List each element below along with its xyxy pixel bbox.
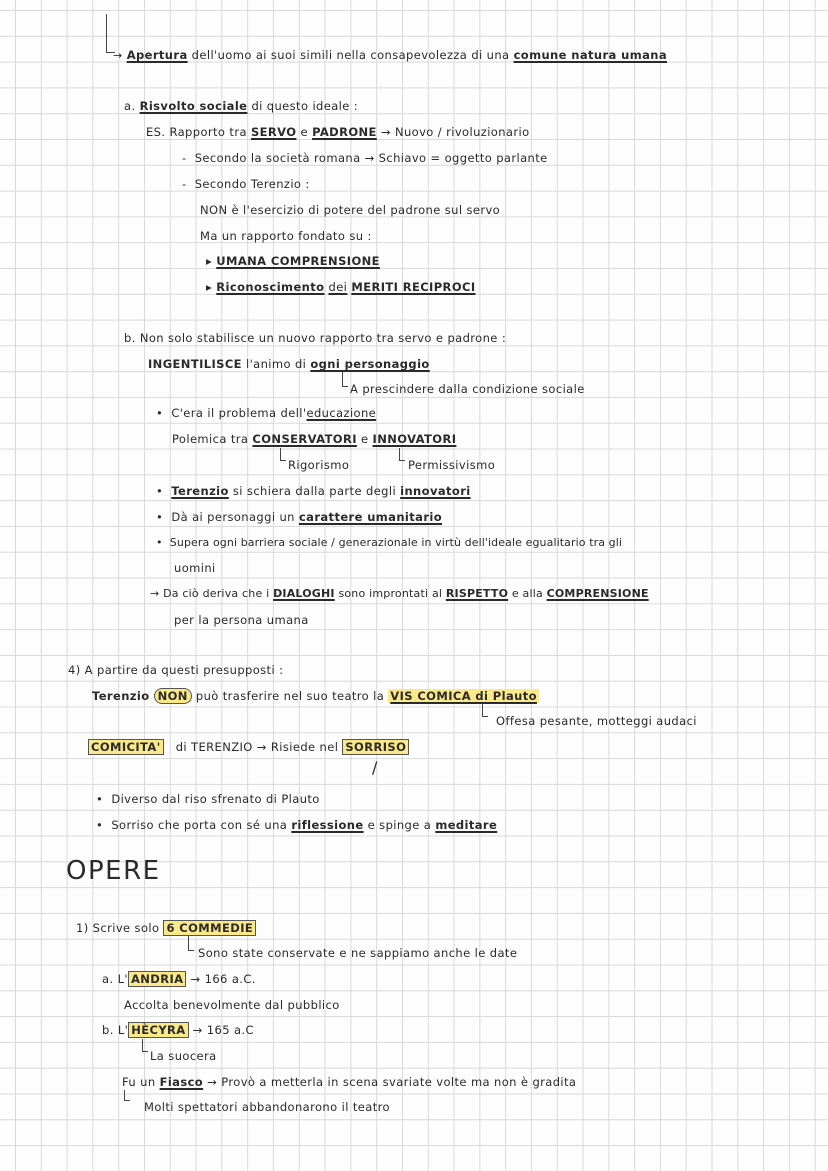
uomini: uomini: [174, 561, 216, 575]
comprensione: COMPRENSIONE: [546, 587, 649, 600]
di-terenzio: di TERENZIO → Risiede nel: [175, 740, 339, 754]
provo-text: → Provò a metterla in scena svariate volte ma non è gradita: [207, 1075, 577, 1089]
andria-date: → 166 a.C.: [190, 972, 256, 986]
hook-connector: [399, 448, 405, 461]
servo-term: SERVO: [250, 125, 297, 139]
la-suocera: La suocera: [150, 1049, 217, 1063]
ogni-personaggio: ogni personaggio: [310, 357, 430, 371]
comicita: COMICITA': [88, 739, 164, 755]
es-prefix: ES. Rapporto tra: [146, 125, 247, 139]
dot-bullet: •: [96, 818, 104, 832]
hook-connector: [124, 1090, 130, 1101]
padrone-term: PADRONE: [312, 125, 377, 139]
da-cio: Da ciò deriva che i: [163, 587, 270, 600]
non-circled: NON: [154, 688, 192, 704]
sei-commedie: 6 COMMEDIE: [163, 920, 256, 936]
sorriso: SORRISO: [342, 739, 409, 755]
section-4-num: 4): [68, 663, 81, 677]
e-alla: e alla: [511, 587, 543, 600]
intro-mid: dell'uomo ai suoi simili nella consapevolezza di una: [191, 48, 510, 62]
supera-line: [156, 535, 622, 551]
apertura-term: Apertura: [126, 48, 188, 62]
carattere-umanitario: carattere umanitario: [298, 510, 443, 524]
comicita-line: [88, 739, 409, 755]
rispetto: RISPETTO: [445, 587, 509, 600]
secondo-terenzio-text: Secondo Terenzio :: [194, 177, 310, 191]
es-line: [146, 124, 530, 140]
conservatori: CONSERVATORI: [252, 432, 357, 446]
dot-bullet: •: [156, 536, 163, 549]
dialoghi-line: [150, 586, 649, 602]
animo-di: l'animo di: [246, 357, 307, 371]
intro-line: → Apertura dell'uomo ai suoi simili nella consapevolezza di una comune natura umana: [113, 48, 667, 62]
hecyra: HÈCYRA: [128, 1022, 188, 1038]
dot-bullet: •: [156, 510, 164, 524]
meriti-reciproci: MERITI RECIPROCI: [351, 280, 476, 294]
educazione-pre: C'era il problema dell': [171, 406, 307, 420]
section-a-heading: [124, 98, 358, 114]
vis-comica-line: [92, 688, 539, 704]
polemica-e: e: [360, 432, 369, 446]
section-b-line1-text: Non solo stabilisce un nuovo rapporto tra servo e padrone :: [139, 331, 507, 345]
ingentilisce: INGENTILISCE: [148, 357, 242, 371]
dei: dei: [328, 280, 348, 294]
andria-line: [102, 971, 256, 987]
polemica-line: [172, 431, 456, 447]
dialoghi: DIALOGHI: [273, 587, 335, 600]
supera-text: Supera ogni barriera sociale / generazionale in virtù dell'ideale egualitario tra gli: [169, 536, 623, 549]
meditare: meditare: [435, 818, 498, 832]
sono-improntati: sono improntati al: [338, 587, 443, 600]
terenzio-name: Terenzio: [171, 484, 229, 498]
opere-num: 1): [76, 921, 89, 935]
section-b-label: b.: [124, 331, 136, 345]
opere-b-label: b.: [102, 1023, 114, 1037]
terenzio: Terenzio: [92, 689, 150, 703]
secondo-romana-text: Secondo la società romana → Schiavo = oggetto parlante: [194, 151, 548, 165]
hook-connector: [482, 704, 488, 717]
umana-comprensione: UMANA COMPRENSIONE: [216, 254, 380, 268]
section-a-label: a.: [124, 99, 136, 113]
es-e: e: [300, 125, 308, 139]
dash-bullet: -: [182, 151, 187, 165]
hecyra-pre: L': [117, 1023, 129, 1037]
permissivismo: Permissivismo: [408, 458, 496, 472]
a-prescindere: A prescindere dalla condizione sociale: [350, 382, 585, 396]
offesa-pesante: Offesa pesante, motteggi audaci: [496, 714, 697, 728]
sorriso-che-porta: Sorriso che porta con sé una: [111, 818, 288, 832]
scrive-solo: Scrive solo: [92, 921, 160, 935]
es-arrow-text: → Nuovo / rivoluzionario: [380, 125, 530, 139]
vis-comica: VIS COMICA di Plauto: [390, 689, 537, 703]
molti-spettatori: Molti spettatori abbandonarono il teatro: [144, 1100, 390, 1114]
terenzio-schiera: [156, 483, 471, 499]
triangle-bullet-icon: ▸: [206, 254, 213, 268]
carattere-line: [156, 509, 442, 525]
ma-rapporto: Ma un rapporto fondato su :: [200, 229, 372, 243]
sorriso-riflessione: [96, 817, 497, 833]
ingentilisce-line: [148, 356, 430, 372]
riconoscimento: Riconoscimento: [216, 280, 325, 294]
secondo-romana: [182, 150, 548, 166]
hook-connector: [142, 1039, 148, 1052]
non-esercizio: NON è l'esercizio di potere del padrone sul servo: [200, 203, 501, 217]
dot-bullet: •: [96, 792, 104, 806]
innovatori: INNOVATORI: [372, 432, 457, 446]
educazione-line: [156, 405, 376, 421]
section-b-line1: [124, 330, 506, 346]
diverso-text: Diverso dal riso sfrenato di Plauto: [111, 792, 320, 806]
scrive-line: [76, 920, 256, 936]
hook-connector: [188, 936, 194, 951]
comune-natura-umana: comune natura umana: [513, 48, 667, 62]
dash-bullet: -: [182, 177, 187, 191]
opere-title: OPERE: [66, 856, 161, 886]
fu-un: Fu un: [122, 1075, 156, 1089]
secondo-terenzio: [182, 176, 310, 192]
e-spinge: e spinge a: [367, 818, 432, 832]
point-meriti: [206, 279, 476, 295]
andria-pre: L': [117, 972, 128, 986]
conservate: Sono state conservate e ne sappiamo anche le date: [198, 946, 518, 960]
dot-bullet: •: [156, 406, 164, 420]
andria: ANDRIA: [128, 971, 187, 987]
hecyra-date: → 165 a.C: [192, 1023, 254, 1037]
accolta: Accolta benevolmente dal pubblico: [124, 998, 340, 1012]
fiasco: Fiasco: [159, 1075, 204, 1089]
triangle-bullet-icon: ▸: [206, 280, 213, 294]
puo-trasferire: può trasferire nel suo teatro la: [195, 689, 385, 703]
innovatori-lower: innovatori: [400, 484, 471, 498]
point-umana-comprensione: [206, 253, 380, 269]
terenzio-rest: si schiera dalla parte degli: [232, 484, 397, 498]
dot-bullet: •: [156, 484, 164, 498]
arrow-icon: →: [150, 587, 160, 600]
educazione: educazione: [306, 406, 377, 420]
fiasco-line: [122, 1074, 576, 1090]
hecyra-line: [102, 1022, 254, 1038]
diverso-line: [96, 791, 320, 807]
hook-connector: [280, 448, 286, 461]
risvolto-sociale: Risvolto sociale: [139, 99, 248, 113]
opere-a-label: a.: [102, 972, 114, 986]
slash-mark: /: [372, 758, 378, 777]
per-la-persona: per la persona umana: [174, 613, 309, 627]
hook-connector: [342, 372, 348, 387]
section-a-title-rest: di questo ideale :: [251, 99, 359, 113]
polemica: Polemica tra: [172, 432, 249, 446]
rigorismo: Rigorismo: [288, 458, 350, 472]
section-4-heading: [68, 662, 283, 678]
riflessione: riflessione: [291, 818, 364, 832]
da-ai: Dà ai personaggi un: [171, 510, 295, 524]
section-4-text: A partire da questi presupposti :: [84, 663, 284, 677]
